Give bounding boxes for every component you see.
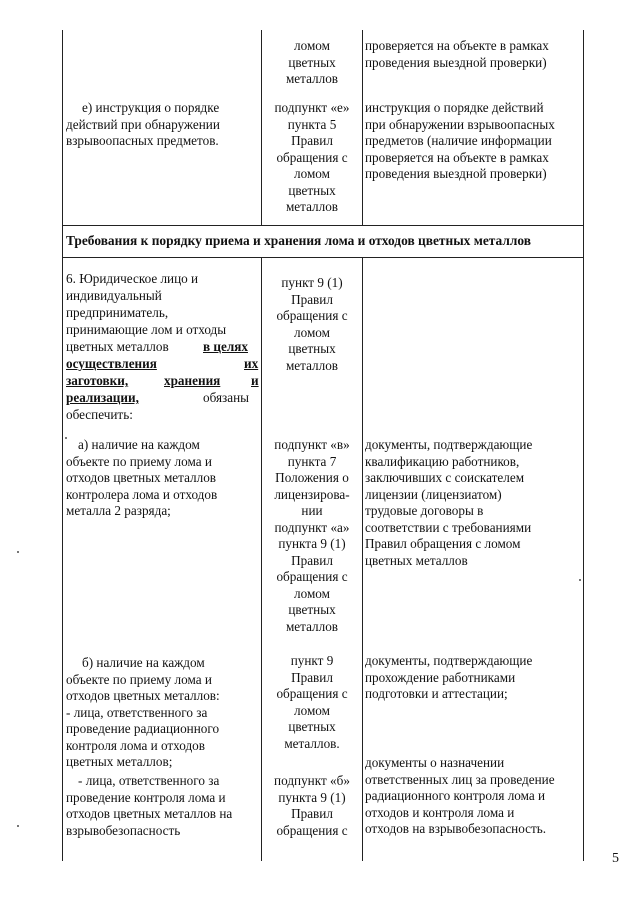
row-e-documents: инструкция о порядке действий при обнаружении взрывоопасных предметов (наличие информации проверяется на объекте в рамках проведения выездной проверки) <box>365 100 555 181</box>
row-6-line-8a: реализации, <box>66 390 139 405</box>
row-6-line-4: принимающие лом и отходы <box>66 322 227 337</box>
row-6-line-6b: их <box>244 356 259 371</box>
row-e-requirement: е) инструкция о порядке действий при обнаружении взрывоопасных предметов. <box>66 100 220 148</box>
row-a-documents: документы, подтверждающие квалификацию работников, заключивших с соискателем лицензии (лицензиатом) трудовые договоры в соответствии с требованиями Правил обращения с ломом цветных металлов <box>365 437 533 568</box>
row-top-documents: проверяется на объекте в рамках проведения выездной проверки) <box>365 38 549 70</box>
row-6-line-3: предприниматель, <box>66 305 169 320</box>
table-border-right <box>583 30 584 861</box>
page-number: 5 <box>612 851 619 866</box>
scan-speck <box>17 825 19 827</box>
row-top-reference: ломом цветных металлов <box>285 38 339 86</box>
row-b-reference-1: пункт 9 Правил обращения с ломом цветных металлов. <box>276 653 348 751</box>
row-6-line-7b: хранения <box>164 373 221 388</box>
row-6-line-8b: обязаны <box>203 390 250 405</box>
row-6-reference: пункт 9 (1) Правил обращения с ломом цветных металлов <box>276 275 348 373</box>
section-top-border <box>62 225 584 226</box>
column-divider-1-lower <box>261 257 262 861</box>
column-divider-1 <box>261 30 262 225</box>
section-bottom-border <box>62 257 584 258</box>
table-border-left <box>62 30 63 861</box>
row-b-reference-2: подпункт «б» пункта 9 (1) Правил обращения с <box>274 773 350 838</box>
column-divider-2-lower <box>362 257 363 861</box>
row-6-line-5a: цветных металлов <box>66 339 169 354</box>
row-b-documents-1: документы, подтверждающие прохождение работниками подготовки и аттестации; <box>365 653 533 701</box>
row-b-requirement-explosive: - лица, ответственного за проведение контроля лома и отходов цветных металлов на взрывобезопасность <box>66 773 233 838</box>
scan-speck <box>17 551 19 553</box>
row-6-line-9: обеспечить: <box>66 407 133 422</box>
scan-speck <box>65 437 67 439</box>
row-6-line-5b: в целях <box>203 339 248 354</box>
scan-speck <box>579 579 581 581</box>
row-6-line-7a: заготовки, <box>66 373 129 388</box>
row-6-line-1: 6. Юридическое лицо и <box>66 271 199 286</box>
row-6-line-2: индивидуальный <box>66 288 162 303</box>
row-6-line-7c: и <box>251 373 259 388</box>
row-a-requirement: а) наличие на каждом объекте по приему лома и отходов цветных металлов контролера лома и отходов металла 2 разряда; <box>66 437 218 518</box>
row-e-reference: подпункт «е» пункта 5 Правил обращения с ломом цветных металлов <box>274 100 350 214</box>
row-a-reference: подпункт «в» пункта 7 Положения о лицензирова- нии подпункт «а» пункта 9 (1) Правил обращения с ломом цветных металлов <box>274 437 350 634</box>
section-title: Требования к порядку приема и хранения лома и отходов цветных металлов <box>66 233 531 248</box>
row-b-requirement-radiation: б) наличие на каждом объекте по приему лома и отходов цветных металлов: - лица, ответственного за проведение радиационного контроля лома и отходов цветных металлов; <box>66 655 220 769</box>
row-6-line-6a: осуществления <box>66 356 157 371</box>
column-divider-2 <box>362 30 363 225</box>
row-b-documents-2: документы о назначении ответственных лиц за проведение радиационного контроля лома и отходов и контроля лома и отходов на взрывобезопасность. <box>365 755 555 836</box>
